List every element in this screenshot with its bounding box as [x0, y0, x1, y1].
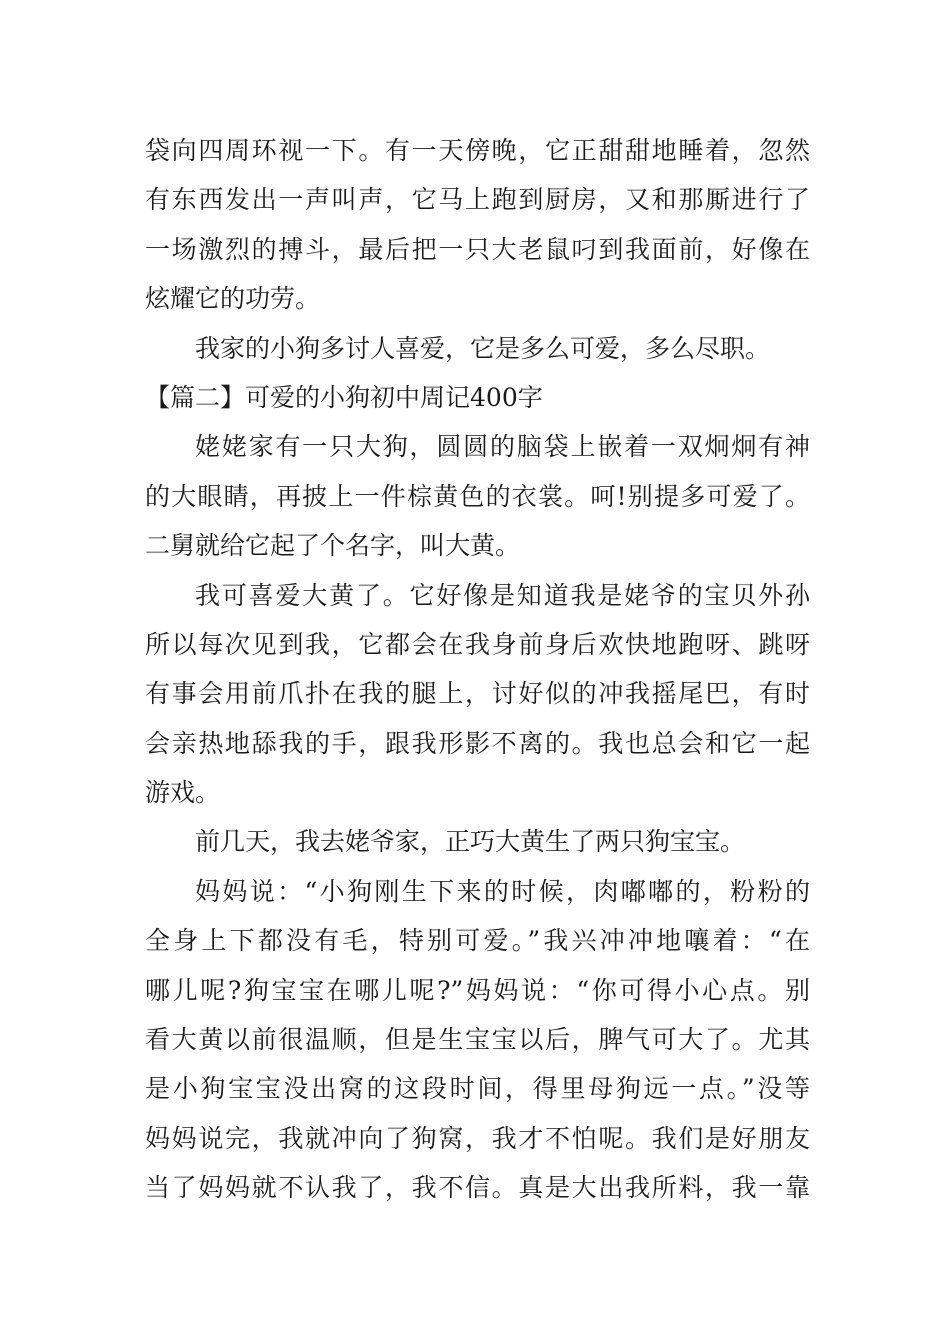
text-line: 袋向四周环视一下。有一天傍晚，它正甜甜地睡着，忽然 — [145, 136, 810, 165]
essay-text — [145, 126, 810, 1213]
text-line: 我家的小狗多讨人喜爱，它是多么可爱，多么尽职。 — [195, 333, 771, 363]
text-line: 游戏。 — [145, 778, 221, 808]
text-line: 看大黄以前很温顺，但是生宝宝以后，脾气可大了。尤其 — [145, 1025, 810, 1055]
text-line: 所以每次见到我，它都会在我身前身后欢快地跑呀、跳呀 — [145, 629, 810, 659]
text-line: 当了妈妈就不认我了，我不信。真是大出我所料，我一靠 — [145, 1173, 810, 1203]
text-line: 姥姥家有一只大狗，圆圆的脑袋上嵌着一双炯炯有神 — [195, 432, 810, 462]
text-line: 妈妈说完，我就冲向了狗窝，我才不怕呢。我们是好朋友 — [145, 1123, 810, 1153]
text-line: 是小狗宝宝没出窝的这段时间，得里母狗远一点。”没等 — [145, 1074, 810, 1104]
text-line: 的大眼睛，再披上一件棕黄色的衣裳。呵!别提多可爱了。 — [145, 481, 810, 511]
text-line: 炫耀它的功劳。 — [145, 284, 321, 314]
text-line: 一场激烈的搏斗，最后把一只大老鼠叼到我面前，好像在 — [145, 234, 810, 264]
section-heading: 【篇二】可爱的小狗初中周记400字 — [145, 382, 543, 412]
text-line: 妈妈说：“小狗刚生下来的时候，肉嘟嘟的，粉粉的 — [195, 876, 810, 906]
text-line: 哪儿呢?狗宝宝在哪儿呢?”妈妈说：“你可得小心点。别 — [145, 975, 810, 1005]
text-line: 前几天，我去姥爷家，正巧大黄生了两只狗宝宝。 — [195, 827, 746, 857]
text-line: 有东西发出一声叫声，它马上跑到厨房，又和那厮进行了 — [145, 185, 810, 215]
text-line: 二舅就给它起了个名字，叫大黄。 — [145, 531, 521, 561]
text-line: 会亲热地舔我的手，跟我形影不离的。我也总会和它一起 — [145, 728, 810, 758]
text-line: 有事会用前爪扑在我的腿上，讨好似的冲我摇尾巴，有时 — [145, 679, 810, 709]
text-line: 我可喜爱大黄了。它好像是知道我是姥爷的宝贝外孙 — [195, 580, 810, 610]
text-line: 全身上下都没有毛，特别可爱。”我兴冲冲地嚷着：“在 — [145, 926, 810, 956]
